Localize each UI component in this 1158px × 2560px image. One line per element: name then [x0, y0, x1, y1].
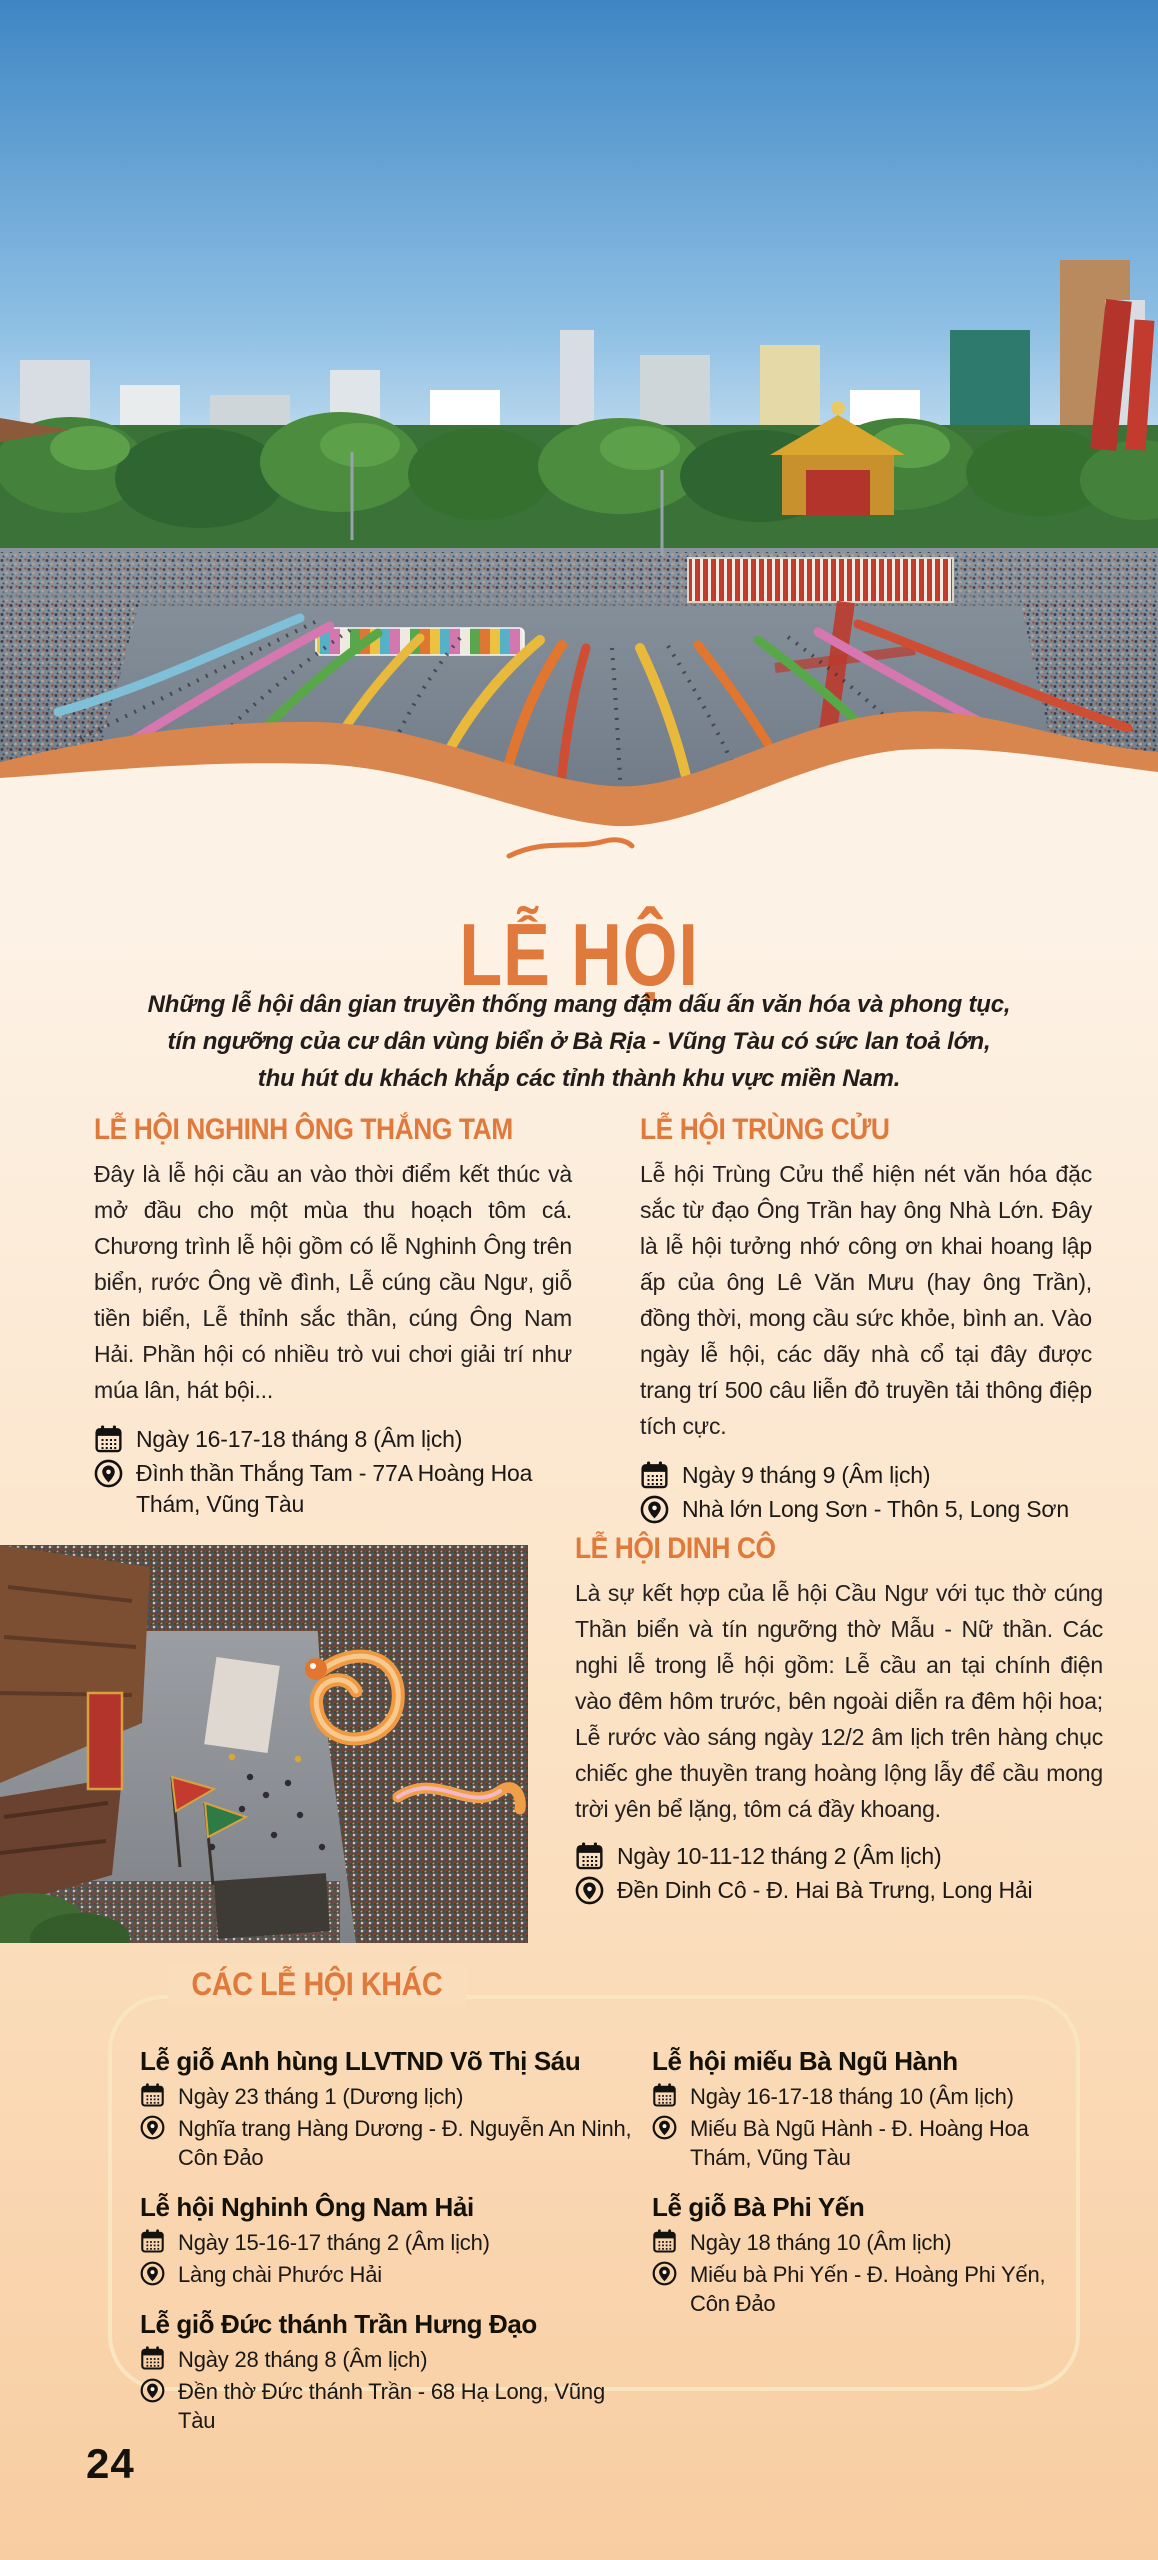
intro-line: thu hút du khách khắp các tỉnh thành khu vực miền Nam. [257, 1065, 901, 1092]
festival-location: Đình thần Thắng Tam - 77A Hoàng Hoa Thám, Vũng Tàu [136, 1460, 533, 1517]
festival-meta [575, 1841, 1103, 1906]
location-pin-icon [575, 1876, 604, 1905]
festival-entry [140, 2192, 632, 2289]
location-pin-icon [652, 2261, 677, 2286]
entry-date-row [652, 2082, 1080, 2111]
festival-location-row [575, 1875, 1103, 1906]
calendar-icon [652, 2083, 677, 2108]
entry-location: Làng chài Phước Hải [178, 2262, 382, 2287]
other-festivals-heading: CÁC LỄ HỘI KHÁC [168, 1964, 466, 2005]
festival-date: Ngày 16-17-18 tháng 8 (Âm lịch) [136, 1426, 463, 1452]
entry-title: Lễ giỗ Bà Phi Yến [652, 2192, 865, 2222]
calendar-icon [94, 1425, 123, 1454]
festival-dinh-co [575, 1532, 1103, 1906]
festival-entry [140, 2046, 632, 2172]
calendar-icon [575, 1842, 604, 1871]
title-swash-icon [505, 836, 635, 862]
entry-location-row [140, 2377, 632, 2435]
dinhco-photo [0, 1545, 528, 1943]
entry-date: Ngày 16-17-18 tháng 10 (Âm lịch) [690, 2084, 1014, 2109]
location-pin-icon [140, 2115, 165, 2140]
entry-location-row [140, 2260, 632, 2289]
festival-date: Ngày 9 tháng 9 (Âm lịch) [682, 1462, 931, 1488]
location-pin-icon [94, 1459, 123, 1488]
entry-date: Ngày 28 tháng 8 (Âm lịch) [178, 2347, 428, 2372]
festival-meta [640, 1460, 1092, 1525]
festival-description: Đây là lễ hội cầu an vào thời điểm kết thúc và mở đầu cho một mùa thu hoạch tôm cá. Chương trình lễ hội gồm có lễ Nghinh Ông trên biển, rước Ông về đình, Lễ cúng cầu Ngư, giỗ tiền biển, Lễ thỉnh sắc thần, cúng Ông Nam Hải. Phần hội có nhiều trò vui chơi giải trí như múa lân, hát bội... [94, 1161, 572, 1403]
festival-description: Lễ hội Trùng Cửu thể hiện nét văn hóa đặc sắc từ đạo Ông Trần hay ông Nhà Lớn. Đây là lễ hội tưởng nhớ công ơn khai hoang lập ấp của ông Lê Văn Mưu (hay ông Trần), đồng thời, mong cầu sức khỏe, bình an. Vào ngày lễ hội, các dãy nhà cổ tại đây được trang trí 500 câu liễn đỏ truyền tải thông điệp tích cực. [640, 1161, 1092, 1439]
location-pin-icon [652, 2115, 677, 2140]
entry-title: Lễ giỗ Đức thánh Trần Hưng Đạo [140, 2309, 537, 2339]
festival-location: Đền Dinh Cô - Đ. Hai Bà Trưng, Long Hải [617, 1877, 1033, 1903]
entry-date: Ngày 18 tháng 10 (Âm lịch) [690, 2230, 952, 2255]
stage [214, 1873, 330, 1939]
entry-location-row [140, 2114, 632, 2172]
entry-location: Miếu Bà Ngũ Hành - Đ. Hoàng Hoa Thám, Vũng Tàu [690, 2116, 1029, 2170]
entry-title: Lễ hội Nghinh Ông Nam Hải [140, 2192, 474, 2222]
festival-entry [652, 2046, 1080, 2172]
red-banner [88, 1693, 122, 1789]
page-number: 24 [86, 2440, 135, 2487]
festival-entry [652, 2192, 1080, 2318]
entry-date-row [140, 2082, 632, 2111]
festival-location-row [640, 1494, 1092, 1525]
festival-date-row [94, 1424, 572, 1455]
festival-location: Nhà lớn Long Sơn - Thôn 5, Long Sơn [682, 1496, 1069, 1522]
calendar-icon [640, 1461, 669, 1490]
festival-trung-cuu [640, 1113, 1092, 1525]
entry-location-row [652, 2114, 1080, 2172]
location-pin-icon [640, 1495, 669, 1524]
festival-date: Ngày 10-11-12 tháng 2 (Âm lịch) [617, 1843, 942, 1869]
entry-location: Miếu bà Phi Yến - Đ. Hoàng Phi Yến, Côn Đảo [690, 2262, 1046, 2316]
other-festivals-right-column [652, 2046, 1080, 2338]
intro-line: tín ngưỡng của cư dân vùng biển ở Bà Rịa - Vũng Tàu có sức lan toả lớn, [167, 1028, 991, 1055]
white-screen [204, 1657, 280, 1753]
festival-date-row [575, 1841, 1103, 1872]
festival-meta [94, 1424, 572, 1520]
calendar-icon [652, 2229, 677, 2254]
entry-date-row [652, 2228, 1080, 2257]
location-pin-icon [140, 2261, 165, 2286]
calendar-icon [140, 2229, 165, 2254]
festival-location-row [94, 1458, 572, 1520]
page-title: LỄ HỘI [459, 904, 699, 1004]
entry-date-row [140, 2345, 632, 2374]
festival-nghinh-ong-thang-tam [94, 1113, 572, 1520]
entry-title: Lễ hội miếu Bà Ngũ Hành [652, 2046, 958, 2076]
entry-date: Ngày 23 tháng 1 (Dương lịch) [178, 2084, 464, 2109]
location-pin-icon [140, 2378, 165, 2403]
entry-title: Lễ giỗ Anh hùng LLVTND Võ Thị Sáu [140, 2046, 581, 2076]
intro-line: Những lễ hội dân gian truyền thống mang đậm dấu ấn văn hóa và phong tục, [147, 991, 1011, 1018]
calendar-icon [140, 2346, 165, 2371]
festival-description: Là sự kết hợp của lễ hội Cầu Ngư với tục thờ cúng Thần biển và tín ngưỡng thờ Mẫu - Nữ thần. Các nghi lễ trong lễ hội gồm: Lễ cầu an tại chính điện vào đêm hôm trước, bên ngoài diễn ra đêm hội hoa; Lễ rước vào sáng ngày 12/2 âm lịch trên hàng chục chiếc ghe thuyền trang hoàng lộng lẫy để cầu mong trời yên bể lặng, tôm cá đầy khoang. [575, 1580, 1103, 1822]
entry-date: Ngày 15-16-17 tháng 2 (Âm lịch) [178, 2230, 490, 2255]
intro-text [109, 986, 1049, 1097]
entry-location-row [652, 2260, 1080, 2318]
festival-name: LỄ HỘI DINH CÔ [575, 1532, 776, 1565]
entry-location: Nghĩa trang Hàng Dương - Đ. Nguyễn An Ninh, Côn Đảo [178, 2116, 632, 2170]
festival-name: LỄ HỘI TRÙNG CỬU [640, 1113, 890, 1146]
festival-date-row [640, 1460, 1092, 1491]
dinhco-photo-illustration [0, 1545, 528, 1943]
other-festivals-left-column [140, 2046, 632, 2455]
entry-date-row [140, 2228, 632, 2257]
calendar-icon [140, 2083, 165, 2108]
entry-location: Đền thờ Đức thánh Trần - 68 Hạ Long, Vũng Tàu [178, 2379, 605, 2433]
festival-name: LỄ HỘI NGHINH ÔNG THẮNG TAM [94, 1113, 513, 1146]
festival-entry [140, 2309, 632, 2435]
